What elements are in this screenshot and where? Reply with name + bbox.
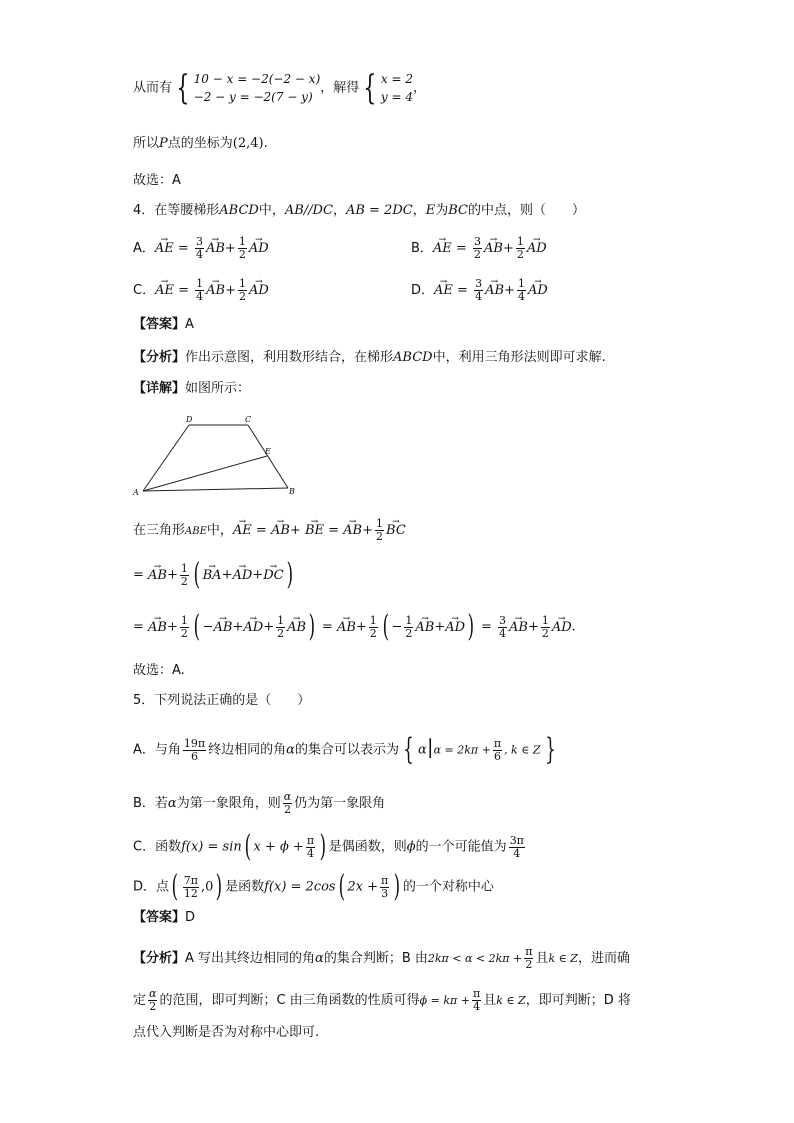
coordinate-value: (2,4) xyxy=(232,136,264,151)
vector-ad: → AD xyxy=(249,240,269,258)
analysis-text-6: 的范围，即可判断；C 由三角函数的性质可得 xyxy=(159,993,420,1008)
triangle-abe: ABE xyxy=(185,526,207,537)
q4-text-2: 为 xyxy=(435,203,449,218)
analysis-text-1: A 写出其终边相同的角 xyxy=(185,951,316,966)
phi-symbol: ϕ xyxy=(406,839,416,855)
phi-formula: ϕ = kπ + xyxy=(419,994,470,1007)
q4-option-d: D．→ AE = $\frac{3}{4}$ → AB+ $\frac{1}{4}$ → AD xyxy=(411,278,548,303)
option-b-text-2: 为第一象限角，则 xyxy=(176,796,281,811)
segment-ae xyxy=(143,456,267,491)
alpha-symbol: α xyxy=(167,796,177,811)
coordinate-end: . xyxy=(263,136,268,151)
q4-option-c: C．→ AE = $\frac{1}{4}$ → AB+ $\frac{1}{2}$ → AD xyxy=(133,278,269,303)
option-a-label: A． xyxy=(133,241,155,256)
alpha-symbol: α xyxy=(286,742,295,758)
answer-tag: 【答案】 xyxy=(133,317,186,332)
vector-ab: → AB xyxy=(484,240,503,258)
label-b: B xyxy=(289,487,295,496)
analysis-tag: 【分析】 xyxy=(133,951,186,966)
analysis-text-4: ，进而确 xyxy=(577,951,630,966)
detail-tag: 【详解】 xyxy=(133,381,186,396)
q5-analysis-3: 点代入判断是否为对称中心即可. xyxy=(133,1025,320,1040)
vector-ab: → AB xyxy=(206,240,225,258)
q4-condition-parallel: AB//DC xyxy=(284,203,333,218)
point-p: P xyxy=(159,136,168,151)
side-da xyxy=(143,425,189,491)
equation-1: 10 − x = −2(−2 − x) xyxy=(193,72,321,86)
answer-tag: 【答案】 xyxy=(133,910,186,925)
side-bc xyxy=(248,425,288,488)
q4-stem xyxy=(133,202,585,220)
option-d-text-1: D．点 xyxy=(133,879,170,895)
q4-option-b: B．→ AE = $\frac{3}{2}$ → AB+ $\frac{1}{2}$ → AD xyxy=(411,236,547,261)
q4-point-e: E xyxy=(425,203,436,218)
prev-choice: 故选：A xyxy=(133,173,181,188)
q4-comma: ， xyxy=(332,203,346,218)
option-a-text-1: A．与角 xyxy=(133,742,181,758)
option-c-text-1: C．函数 xyxy=(133,839,182,855)
coordinate-prefix: 所以 xyxy=(133,136,160,151)
q5-stem: 5．下列说法正确的是（ ） xyxy=(133,693,311,708)
answer-value: A xyxy=(185,317,194,332)
solve-text: ，解得 xyxy=(320,80,360,96)
set-condition: α = 2kπ + xyxy=(433,743,491,757)
q5-option-b: B．若α为第一象限角，则 $\frac{\alpha}{2}$ 仍为第一象限角 xyxy=(133,790,386,816)
analysis-text-8: ，即可判断；D 将 xyxy=(525,993,631,1008)
analysis-text-2: 中，利用三角形法则即可求解. xyxy=(432,350,606,365)
coef-1: $\frac{3}{2}$ xyxy=(473,235,481,261)
brace-left-2: { xyxy=(363,68,377,108)
inequality: 2kπ < α < 2kπ + xyxy=(427,952,523,965)
sin-argument: x + ϕ + xyxy=(253,839,304,855)
k-in-z: k ∈ Z xyxy=(548,952,578,965)
vector-ab: → AB xyxy=(485,282,504,300)
coef-2: $\frac{1}{2}$ xyxy=(516,235,524,261)
point-y: ,0 xyxy=(200,879,214,895)
vector-ad: → AD xyxy=(528,282,548,300)
q4-text-1: 中， xyxy=(258,203,285,218)
analysis-abcd: ABCD xyxy=(393,350,433,365)
q4-abcd: ABCD xyxy=(219,203,259,218)
side-ab xyxy=(143,488,288,491)
q5-analysis-1: 【分析】A 写出其终边相同的角α的集合判断；B 由2kπ < α < 2kπ + $\frac{\pi}{2}$ 且k ∈ Z，进而确 xyxy=(133,945,630,971)
coef-1: $\frac{3}{4}$ xyxy=(195,235,203,261)
coef-1: $\frac{3}{4}$ xyxy=(475,277,483,303)
detail-text: 如图所示： xyxy=(185,381,251,396)
analysis-text-5: 定 xyxy=(133,993,147,1008)
q4-segment-bc: BC xyxy=(448,203,468,218)
vector-ae: → AE xyxy=(434,282,453,300)
q5-option-c: C．函数f(x) = sin( x + ϕ + $\frac{\pi}{4}$ ) 是偶函数，则ϕ的一个可能值为 $\frac{3\pi}{4}$ xyxy=(133,829,524,864)
brace-left: { xyxy=(176,68,190,108)
set-k: , k ∈ Z xyxy=(504,743,541,757)
q5-answer xyxy=(133,909,195,927)
coordinate-line xyxy=(133,135,268,153)
label-c: C xyxy=(245,415,252,424)
option-a-text-2: 终边相同的角 xyxy=(208,742,287,758)
q4-answer xyxy=(133,316,194,334)
solution-x: x = 2 xyxy=(380,72,414,86)
q4-option-a: A．→ AE = $\frac{3}{4}$ → AB+ $\frac{1}{2}$ → AD xyxy=(133,236,269,261)
system-line xyxy=(133,70,426,106)
option-b-text-3: 仍为第一象限角 xyxy=(294,796,386,811)
q4-number: 4．在等腰梯形 xyxy=(133,203,220,218)
coordinate-middle: 点的坐标为 xyxy=(167,136,233,151)
solution-line-2: = → AB+ $\frac{1}{2}$ (→ BA+→ AD+→ DC) xyxy=(133,560,295,590)
coef-2: $\frac{1}{2}$ xyxy=(239,277,246,303)
equation-2: −2 − y = −2(7 − y) xyxy=(193,90,313,104)
function-sin: f(x) = sin xyxy=(181,839,242,855)
label-d: D xyxy=(186,415,193,424)
vector-ad: → AD xyxy=(249,282,269,300)
label-a: A xyxy=(133,488,139,497)
triangle-mid: 中， xyxy=(206,523,233,538)
q4-choice: 故选：A. xyxy=(133,663,185,678)
solve-end: ， xyxy=(413,80,427,96)
system-lead: 从而有 xyxy=(133,80,173,96)
vector-ae: → AE xyxy=(433,240,452,258)
equation-system xyxy=(194,70,321,106)
coef-2: $\frac{1}{4}$ xyxy=(517,277,525,303)
q5-option-a: A．与角 $\frac{19\pi}{6}$ 终边相同的角α的集合可以表示为 { α|α = 2kπ + $\frac{\pi}{6}$ , k ∈ Z } xyxy=(133,732,556,767)
analysis-tag: 【分析】 xyxy=(133,350,186,365)
option-b-text-1: B．若 xyxy=(133,796,168,811)
q4-analysis xyxy=(133,349,606,367)
analysis-text-3: 且 xyxy=(535,951,549,966)
option-c-text-3: 的一个可能值为 xyxy=(415,839,507,855)
option-d-text-3: 的一个对称中心 xyxy=(402,879,494,895)
coef-2: $\frac{1}{2}$ xyxy=(238,235,246,261)
analysis-text-7: 且 xyxy=(483,993,497,1008)
analysis-text-2: 的集合判断；B 由 xyxy=(323,951,428,966)
cos-argument: 2x + xyxy=(347,879,378,895)
k-in-z: k ∈ Z xyxy=(496,994,526,1007)
option-d-text-2: 是函数 xyxy=(225,879,265,895)
option-d-label: D． xyxy=(411,283,435,298)
q4-text-3: 的中点，则（ ） xyxy=(467,203,585,218)
option-b-label: B． xyxy=(411,241,433,256)
solution-line-1: 在三角形ABE中，→ AE = → AB+ → BE = → AB+ $\frac{1}{2}$ → BC xyxy=(133,518,406,543)
label-e: E xyxy=(265,447,271,456)
option-a-text-3: 的集合可以表示为 xyxy=(294,742,399,758)
option-c-text-2: 是偶函数，则 xyxy=(328,839,407,855)
triangle-prefix: 在三角形 xyxy=(133,523,186,538)
option-c-label: C． xyxy=(133,283,156,298)
solution-system xyxy=(381,70,413,106)
q4-condition-length: AB = 2DC xyxy=(345,203,413,218)
q5-option-d: D．点( $\frac{7\pi}{12}$ ,0) 是函数f(x) = 2cos( 2x + $\frac{\pi}{3}$ ) 的一个对称中心 xyxy=(133,869,494,904)
angle-fraction: $\frac{19\pi}{6}$ xyxy=(183,736,206,763)
answer-value: D xyxy=(185,910,196,925)
solution-y: y = 4 xyxy=(380,90,414,104)
vector-ad: → AD xyxy=(527,240,547,258)
solution-line-3: = → AB+ $\frac{1}{2}$ ( −→ AB+→ AD+ $\frac{1}{2}$ → AB) = → AB+ $\frac{1}{2}$ ( − $\frac{1}{2}$ → AB+→ AD) = $\frac{3}{4}$ → AB+ $\frac{1}{2}$ → AD. xyxy=(133,612,576,642)
q5-analysis-2: 定 $\frac{\alpha}{2}$ 的范围，即可判断；C 由三角函数的性质可得ϕ = kπ + $\frac{\pi}{4}$ 且k ∈ Z，即可判断；D 将 xyxy=(133,987,631,1013)
trapezoid-figure xyxy=(130,414,305,500)
set-element: α xyxy=(418,742,427,758)
vector-ab: → AB xyxy=(206,282,225,300)
vector-ae: → AE xyxy=(155,240,174,258)
vector-ae: → AE xyxy=(155,282,174,300)
analysis-text-1: 作出示意图，利用数形结合，在梯形 xyxy=(185,350,394,365)
alpha-symbol: α xyxy=(315,951,324,966)
function-cos: f(x) = 2cos xyxy=(264,879,336,895)
coef-1: $\frac{1}{4}$ xyxy=(196,277,204,303)
q4-detail xyxy=(133,380,250,398)
q4-comma-2: ， xyxy=(412,203,426,218)
